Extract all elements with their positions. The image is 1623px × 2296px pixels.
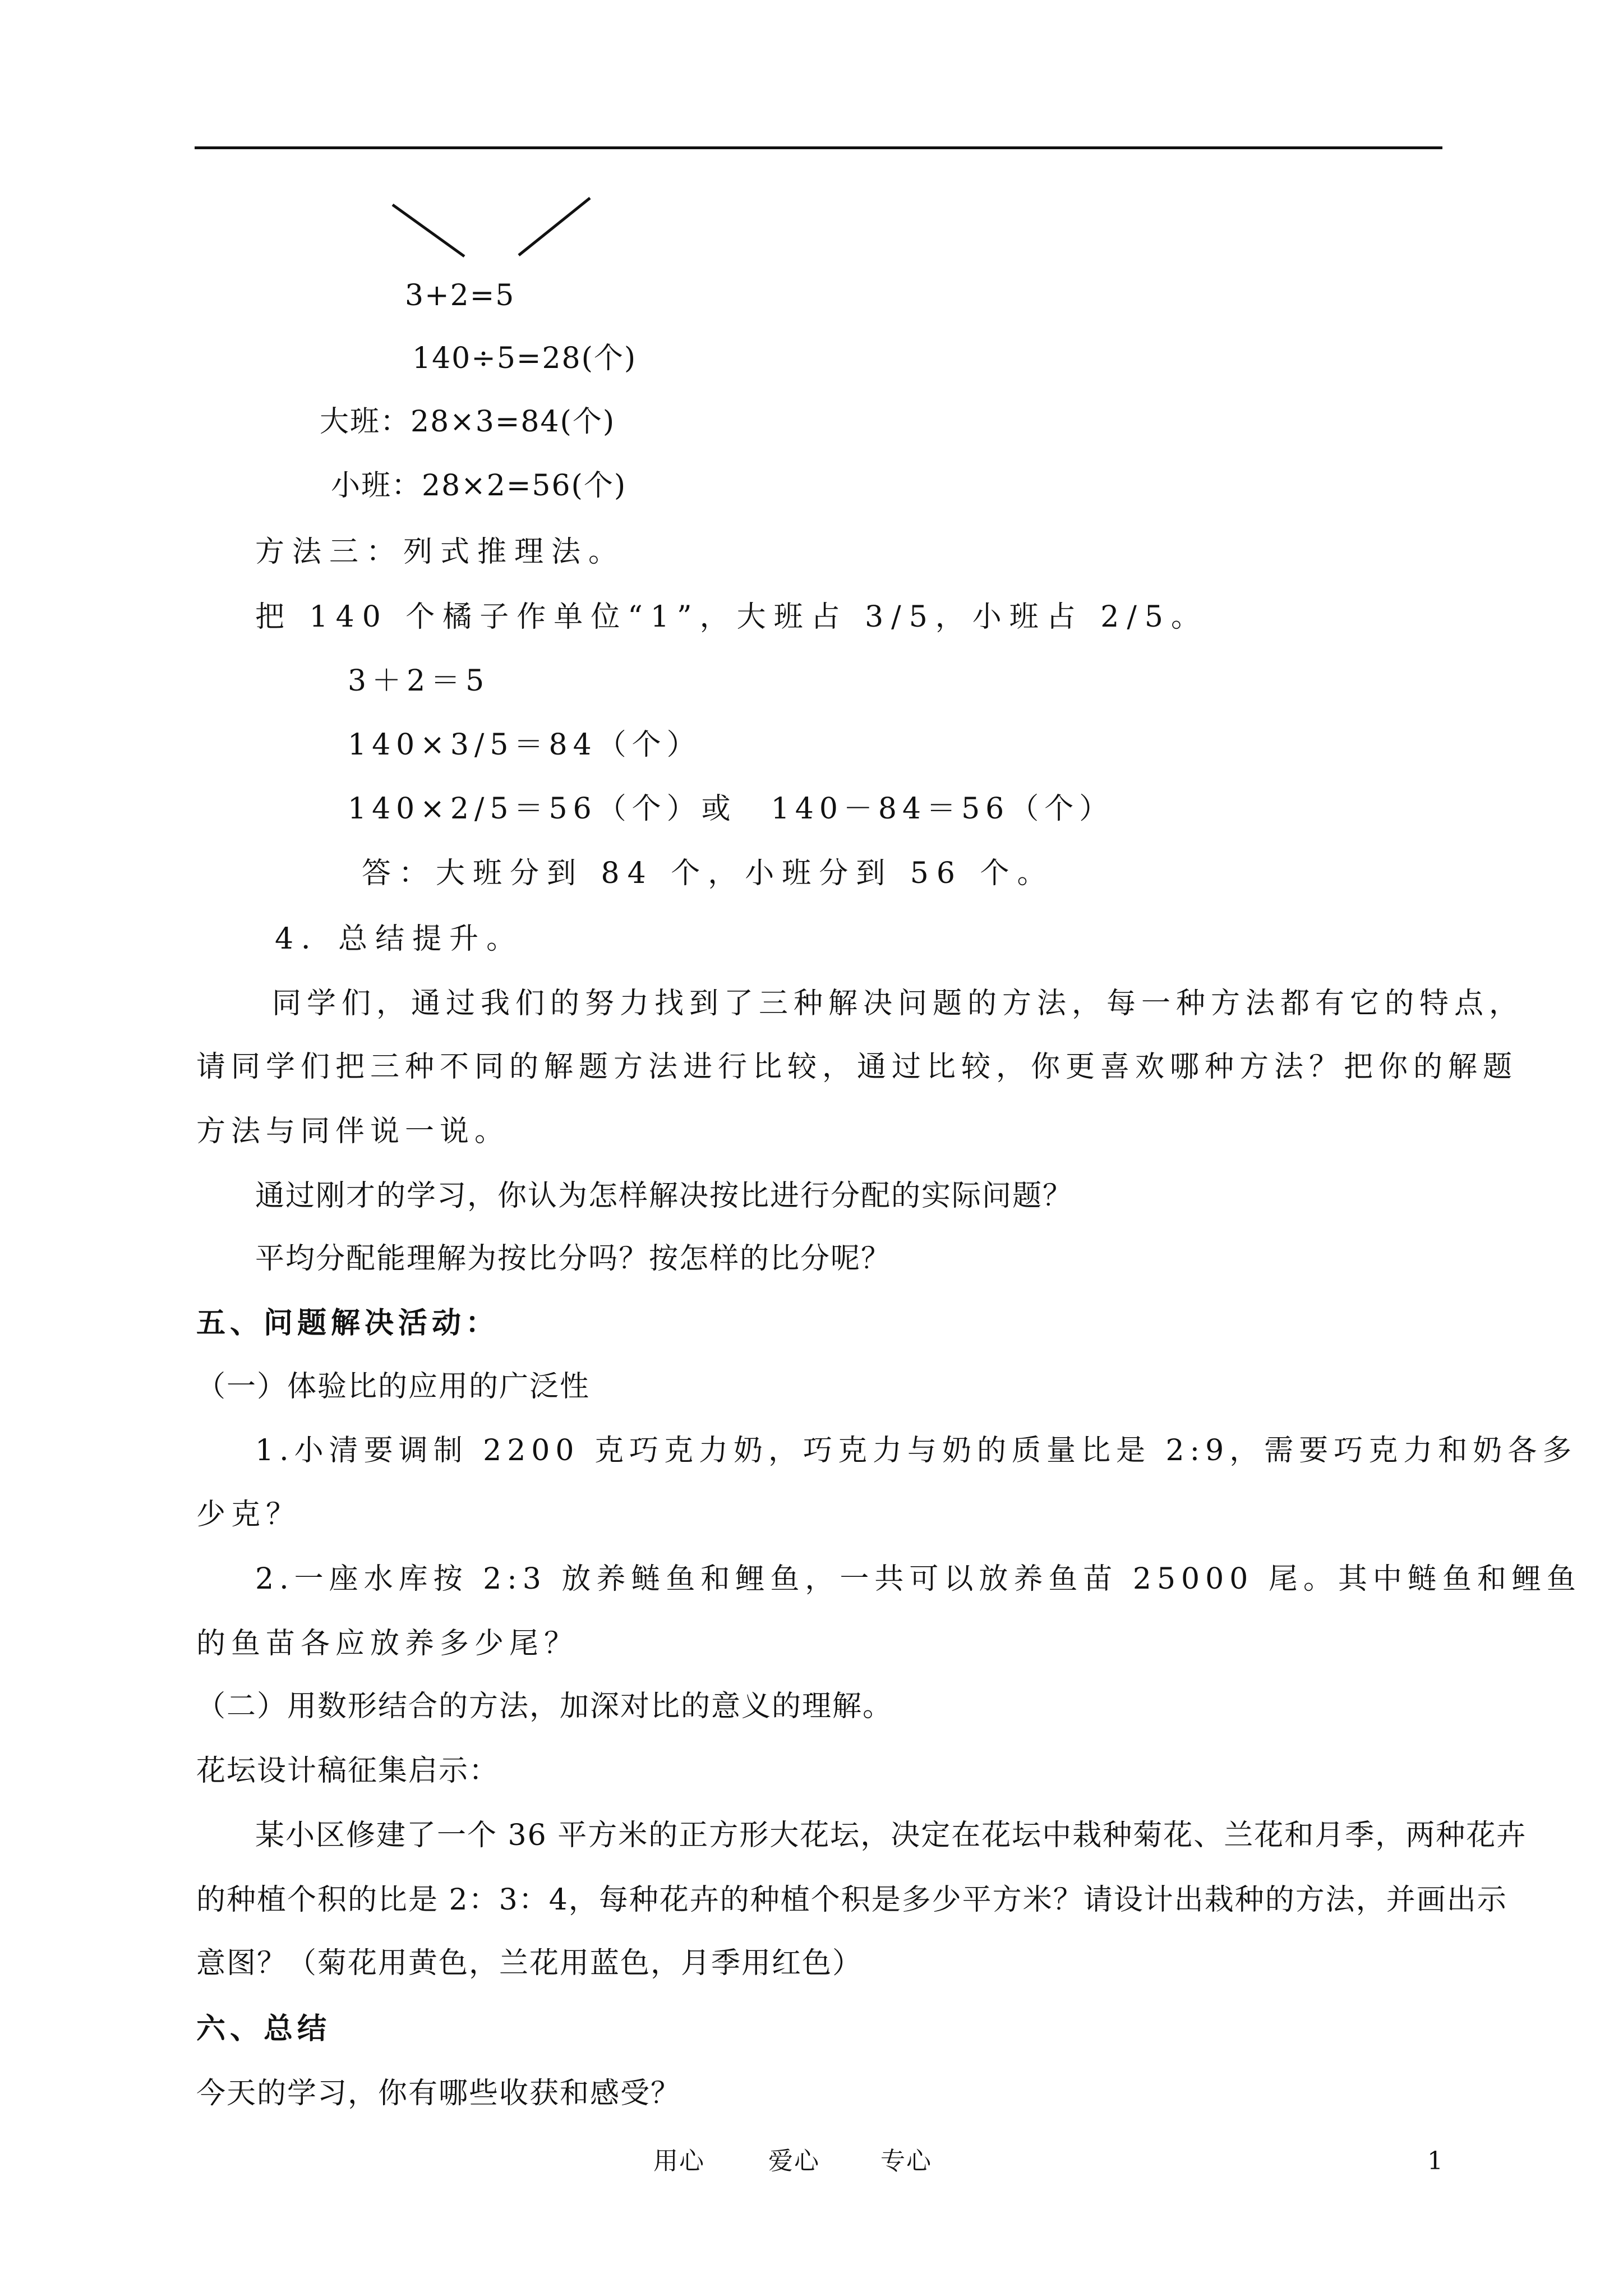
formula-divide: 140÷5=28(个): [412, 342, 637, 375]
summary-question2: 平均分配能理解为按比分吗？按怎样的比分呢？: [255, 1242, 892, 1276]
notice-line3: 意图？（菊花用黄色，兰花用蓝色，月季用红色）: [196, 1947, 863, 1980]
section-six-heading: 六、总结: [196, 2012, 331, 2046]
method-three-intro: 把 140 个橘子作单位“1”，大班占 3/5，小班占 2/5。: [255, 600, 1208, 634]
section-five-heading: 五、问题解决活动：: [196, 1306, 500, 1340]
section-six-question: 今天的学习，你有哪些收获和感受？: [196, 2077, 681, 2110]
notice-line2: 的种植个积的比是 2：3：4，每种花卉的种植个积是多少平方米？请设计出栽种的方法，并画出示: [196, 1883, 1507, 1917]
footer-word-1: 用心: [653, 2147, 705, 2175]
summary-step-heading: 4．总结提升。: [275, 922, 524, 956]
right-split-line: [519, 198, 590, 255]
summary-paragraph-line3: 方法与同伴说一说。: [196, 1115, 510, 1148]
method-three-step3: 140×2/5＝56（个）或 140－84＝56（个）: [348, 792, 1114, 826]
method-three-step2: 140×3/5＝84（个）: [348, 728, 702, 762]
notice-title: 花坛设计稿征集启示：: [196, 1754, 500, 1788]
section-five-sub2: （二）用数形结合的方法，加深对比的意义的理解。: [196, 1690, 893, 1723]
footer-word-2: 爱心: [768, 2147, 820, 2175]
problem1-line2: 少克？: [196, 1498, 301, 1531]
summary-paragraph-line2: 请同学们把三种不同的解题方法进行比较，通过比较，你更喜欢哪种方法？把你的解题: [196, 1050, 1518, 1084]
formula-sum: 3+2=5: [405, 279, 515, 312]
summary-paragraph-line1: 同学们，通过我们的努力找到了三种解决问题的方法，每一种方法都有它的特点，: [272, 987, 1524, 1020]
method-three-heading: 方法三：列式推理法。: [255, 535, 626, 569]
split-lines-diagram: [387, 194, 606, 272]
problem2-line2: 的鱼苗各应放养多少尾？: [196, 1627, 579, 1660]
formula-big-class: 大班：28×3=84(个): [320, 405, 616, 439]
header-rule: [195, 146, 1442, 149]
page-number: 1: [1427, 2147, 1444, 2175]
section-five-sub1: （一）体验比的应用的广泛性: [196, 1370, 591, 1404]
summary-question1: 通过刚才的学习，你认为怎样解决按比进行分配的实际问题？: [255, 1179, 1073, 1213]
footer-word-3: 专心: [880, 2147, 932, 2175]
problem2-line1: 2.一座水库按 2:3 放养鲢鱼和鲤鱼，一共可以放养鱼苗 25000 尾。其中鲢鱼和鲤鱼: [255, 1562, 1581, 1596]
formula-small-class: 小班：28×2=56(个): [331, 469, 627, 503]
method-three-answer: 答：大班分到 84 个，小班分到 56 个。: [362, 857, 1054, 890]
notice-line1: 某小区修建了一个 36 平方米的正方形大花坛，决定在花坛中栽种菊花、兰花和月季，两种花卉: [255, 1819, 1527, 1852]
problem1-line1: 1.小清要调制 2200 克巧克力奶，巧克力与奶的质量比是 2:9，需要巧克力和奶各多: [255, 1434, 1578, 1467]
left-split-line: [393, 205, 464, 256]
method-three-step1: 3＋2＝5: [348, 664, 490, 698]
